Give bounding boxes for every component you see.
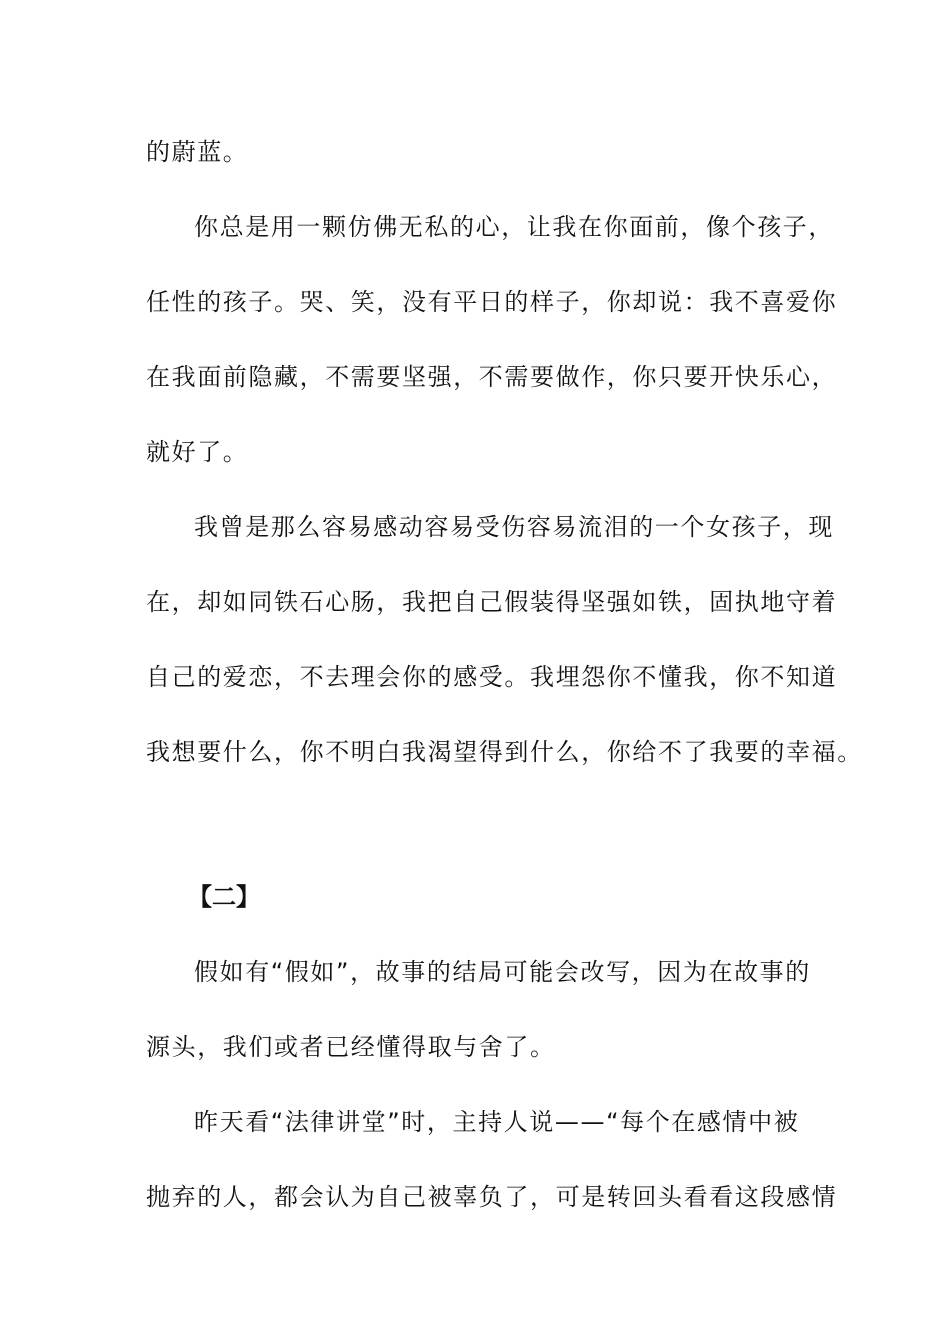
text-line: 抛弃的人，都会认为自己被辜负了，可是转回头看看这段感情 — [146, 1183, 838, 1211]
paragraph-start-line: 我曾是那么容易感动容易受伤容易流泪的一个女孩子，现 — [194, 513, 834, 541]
text-line: 的蔚蓝。 — [146, 138, 249, 166]
text-line: 就好了。 — [146, 438, 249, 466]
text-line: 在我面前隐藏，不需要坚强，不需要做作，你只要开快乐心， — [146, 363, 838, 391]
text-line: 任性的孩子。哭、笑，没有平日的样子，你却说：我不喜爱你 — [146, 288, 838, 316]
text-line: 我想要什么，你不明白我渴望得到什么，你给不了我要的幸福。 — [146, 738, 863, 766]
text-line: 自己的爱恋，不去理会你的感受。我埋怨你不懂我，你不知道 — [146, 663, 838, 691]
paragraph-start-line: 你总是用一颗仿佛无私的心，让我在你面前，像个孩子， — [194, 213, 834, 241]
section-heading: 【二】 — [188, 883, 260, 911]
paragraph-start-line: 假如有“假如”，故事的结局可能会改写，因为在故事的 — [194, 958, 811, 986]
paragraph-start-line: 昨天看“法律讲堂”时，主持人说——“每个在感情中被 — [194, 1108, 800, 1136]
text-line: 源头，我们或者已经懂得取与舍了。 — [146, 1033, 556, 1061]
text-line: 在，却如同铁石心肠，我把自己假装得坚强如铁，固执地守着 — [146, 588, 838, 616]
